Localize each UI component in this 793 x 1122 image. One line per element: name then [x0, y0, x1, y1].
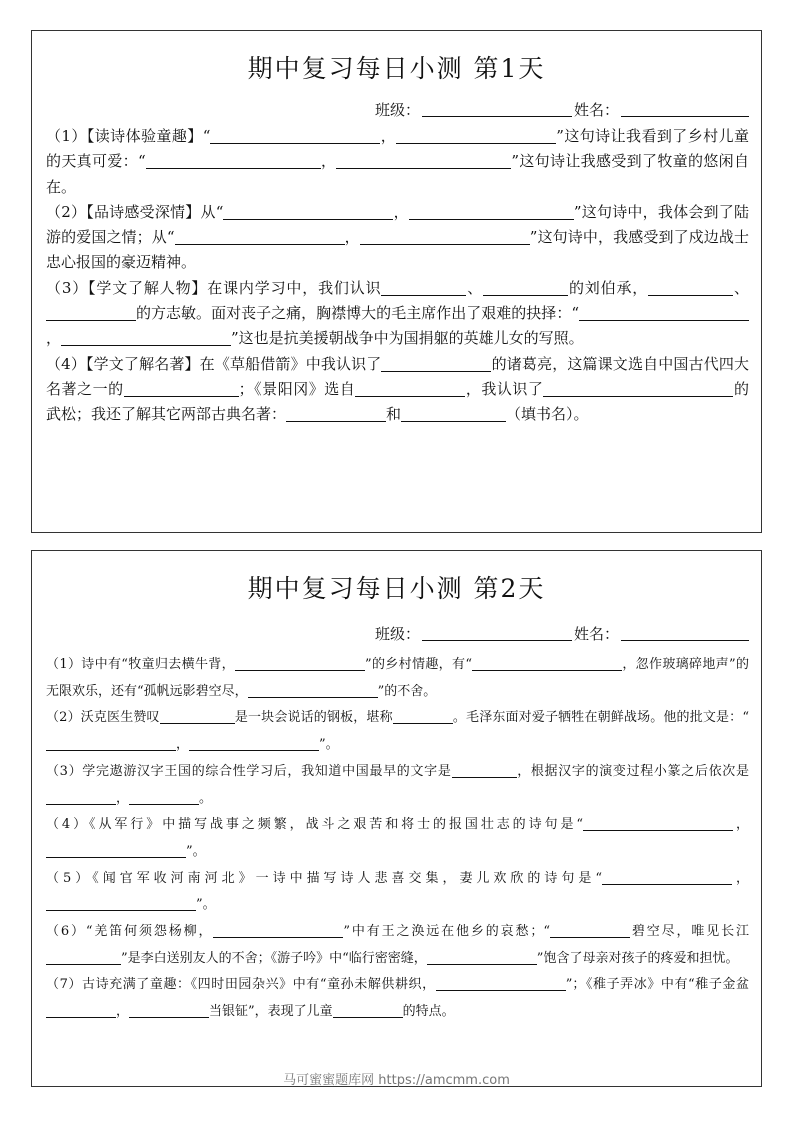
question-text: ”这句诗中，我感受到了戍边战士忠心报国的豪迈精神。 — [46, 228, 750, 272]
answer-blank[interactable] — [483, 280, 568, 296]
answer-blank[interactable] — [124, 381, 239, 397]
class-label: 班级： — [374, 101, 420, 119]
answer-blank[interactable] — [472, 657, 622, 671]
question-text: ， — [116, 1004, 130, 1020]
question-text: ”这句诗让我感受到了牧童的悠闲自在。 — [46, 152, 749, 196]
question-text: （5）《闻官军收河南河北》一诗中描写诗人悲喜交集，妻儿欢欣的诗句是“ — [46, 870, 602, 886]
question-2 — [32, 705, 761, 758]
question-list — [32, 652, 761, 1026]
name-label: 姓名： — [573, 101, 619, 119]
question-text: 。毛泽东面对爱子牺牲在朝鲜战场。他的批文是：“ — [452, 710, 749, 726]
answer-blank[interactable] — [213, 924, 343, 938]
question-text: （1）诗中有“牧童归去横牛背， — [46, 657, 235, 672]
question-1 — [32, 124, 761, 200]
question-6 — [32, 919, 761, 972]
question-4 — [32, 812, 761, 865]
question-3 — [32, 276, 761, 352]
answer-blank[interactable] — [61, 330, 231, 346]
question-2 — [32, 200, 761, 276]
answer-blank[interactable] — [360, 229, 530, 245]
question-1 — [32, 652, 761, 705]
question-text: ”；《稚子弄冰》中有“稚子金盆 — [565, 977, 750, 993]
question-text: （3）【学文了解人物】在课内学习中，我们认识 — [46, 278, 382, 297]
answer-blank[interactable] — [160, 710, 235, 724]
quiz-day-1 — [31, 30, 762, 533]
question-text: ”饱含了母亲对孩子的疼爱和担忧。 — [536, 950, 739, 966]
answer-blank[interactable] — [393, 710, 453, 724]
question-text: 碧空尽，唯见长江 — [630, 924, 749, 940]
question-text: ， — [344, 228, 360, 247]
question-text: ”是李白送别友人的不舍；《游子吟》中“临行密密缝， — [121, 950, 427, 966]
question-text: （4）《从军行》中描写战事之频繁，战斗之艰苦和将士的报国壮志的诗句是“ — [46, 817, 584, 833]
question-text: ，忽作玻璃碎地声”的无限欢乐，还有“孤帆远影碧空尽， — [46, 657, 750, 699]
answer-blank[interactable] — [46, 305, 136, 321]
answer-blank[interactable] — [223, 204, 393, 220]
question-text: ，根据汉字的演变过程小篆之后依次是 — [516, 763, 749, 779]
question-text: 和 — [386, 405, 402, 424]
student-info — [32, 99, 761, 120]
question-text: （2）沃克医生赞叹 — [46, 710, 160, 726]
answer-blank[interactable] — [46, 737, 176, 751]
answer-blank[interactable] — [146, 153, 321, 169]
answer-blank[interactable] — [189, 737, 319, 751]
question-text: ”中有王之涣远在他乡的哀愁；“ — [343, 924, 551, 940]
question-list — [32, 124, 761, 428]
class-field[interactable] — [422, 625, 572, 641]
answer-blank[interactable] — [427, 951, 537, 965]
answer-blank[interactable] — [46, 1004, 116, 1018]
answer-blank[interactable] — [336, 153, 511, 169]
question-text: ”这句诗让我看到了乡村儿童的天真可爱：“ — [46, 127, 749, 171]
answer-blank[interactable] — [543, 381, 733, 397]
quiz-title: 期中复习每日小测 第1天 — [247, 54, 546, 83]
question-7 — [32, 972, 761, 1025]
question-text: 、 — [733, 278, 749, 297]
question-text: 的方志敏。面对丧子之痛，胸襟博大的毛主席作出了艰难的抉择：“ — [136, 304, 579, 323]
question-text: 的武松；我还了解其它两部古典名著： — [46, 379, 749, 424]
student-info — [32, 623, 761, 644]
answer-blank[interactable] — [381, 280, 466, 296]
answer-blank[interactable] — [579, 305, 749, 321]
answer-blank[interactable] — [401, 406, 506, 422]
question-text: 、 — [466, 278, 484, 297]
answer-blank[interactable] — [452, 764, 517, 778]
question-text: ， — [380, 127, 397, 145]
question-text: （7）古诗充满了童趣：《四时田园杂兴》中有“童孙未解供耕织， — [46, 977, 436, 993]
answer-blank[interactable] — [210, 128, 380, 144]
answer-blank[interactable] — [235, 657, 365, 671]
name-field[interactable] — [621, 625, 749, 641]
answer-blank[interactable] — [286, 406, 386, 422]
question-text: 的刘伯承， — [568, 278, 649, 297]
question-text: ， — [320, 152, 337, 171]
answer-blank[interactable] — [46, 844, 186, 858]
question-text: 当银钲”，表现了儿童 — [209, 1004, 333, 1020]
answer-blank[interactable] — [602, 871, 732, 885]
question-text: ”。 — [186, 843, 206, 859]
question-text: ， — [116, 790, 130, 806]
answer-blank[interactable] — [550, 924, 630, 938]
question-text: （3）学完遨游汉字王国的综合性学习后，我知道中国最早的文字是 — [46, 763, 452, 779]
question-text: ”这也是抗美援朝战争中为国捐躯的英雄儿女的写照。 — [231, 329, 584, 348]
name-label: 姓名： — [573, 625, 619, 643]
question-text: ，我认识了 — [465, 379, 544, 398]
answer-blank[interactable] — [46, 791, 116, 805]
answer-blank[interactable] — [175, 229, 345, 245]
question-text: ， — [732, 870, 749, 886]
name-field[interactable] — [621, 101, 749, 117]
answer-blank[interactable] — [396, 128, 556, 144]
question-text: ”。 — [319, 737, 339, 753]
footer-watermark: 马可蜜蜜题库网 https://amcmm.com — [283, 1073, 510, 1088]
class-field[interactable] — [422, 101, 572, 117]
answer-blank[interactable] — [129, 791, 199, 805]
answer-blank[interactable] — [129, 1004, 209, 1018]
question-text: （填书名）。 — [506, 405, 589, 424]
answer-blank[interactable] — [46, 951, 121, 965]
question-text: （6）“羌笛何须怨杨柳， — [46, 924, 214, 940]
answer-blank[interactable] — [436, 977, 566, 991]
question-text: （4）【学文了解名著】在《草船借箭》中我认识了 — [46, 354, 382, 373]
question-text: （1）【读诗体验童趣】“ — [46, 127, 211, 145]
question-text: ， — [393, 202, 409, 221]
answer-blank[interactable] — [648, 280, 733, 296]
question-text: 的诸葛亮，这篇课文选自中国古代四大名著之一的 — [46, 354, 749, 398]
question-text: ， — [733, 817, 749, 833]
question-text: 。 — [199, 790, 213, 806]
question-text: 是一块会说话的钢板，堪称 — [234, 710, 393, 726]
quiz-title: 期中复习每日小测 第2天 — [247, 574, 546, 603]
answer-blank[interactable] — [409, 204, 574, 220]
answer-blank[interactable] — [355, 381, 465, 397]
question-text: ， — [46, 329, 62, 348]
answer-blank[interactable] — [248, 684, 378, 698]
question-4 — [32, 352, 761, 428]
answer-blank[interactable] — [46, 897, 196, 911]
answer-blank[interactable] — [583, 817, 733, 831]
question-text: ”这句诗中，我体会到了陆游的爱国之情；从“ — [46, 202, 749, 247]
question-text: ；《景阳冈》选自 — [238, 379, 356, 398]
question-text: 的特点。 — [402, 1004, 455, 1020]
question-3 — [32, 759, 761, 812]
quiz-day-2 — [31, 550, 762, 1087]
question-5 — [32, 866, 761, 919]
question-text: ， — [176, 737, 190, 753]
answer-blank[interactable] — [333, 1004, 403, 1018]
class-label: 班级： — [374, 625, 420, 643]
answer-blank[interactable] — [381, 356, 491, 372]
question-text: ”的不舍。 — [377, 683, 437, 699]
question-text: ”。 — [196, 897, 216, 913]
question-text: ”的乡村情趣，有“ — [364, 657, 472, 672]
question-text: （2）【品诗感受深情】从“ — [46, 202, 224, 221]
